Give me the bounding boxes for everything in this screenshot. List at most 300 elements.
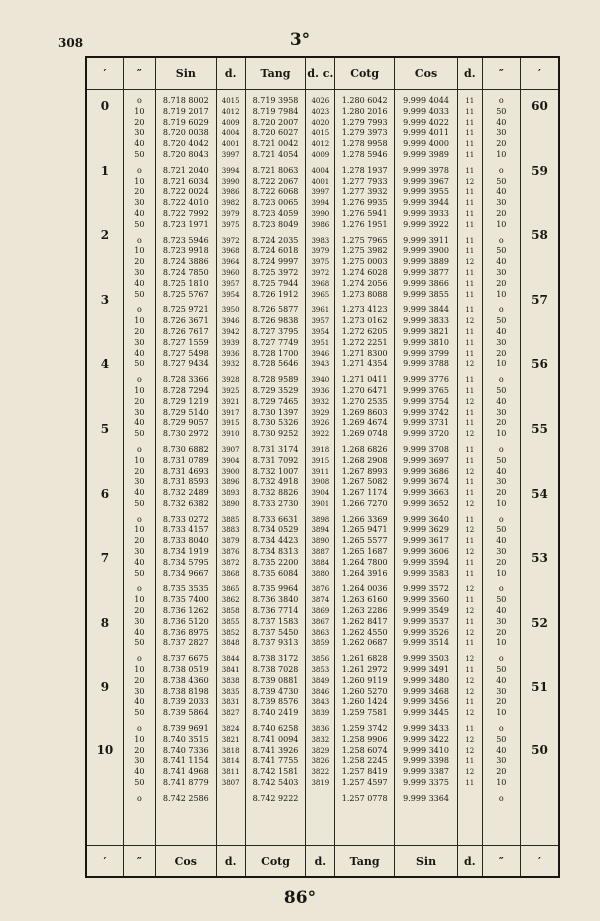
d2-diff-value: 11 (465, 129, 475, 138)
d2-diff-value: 12 (465, 628, 475, 637)
sin-value: 8.729 9057 (162, 418, 209, 428)
dc-diff-value: 3994 (311, 199, 330, 208)
d2-diff-value: 12 (465, 499, 475, 508)
seconds-label: 10 (134, 246, 145, 256)
seconds-label: 40 (496, 396, 507, 406)
cos-value: 9.999 3652 (403, 498, 449, 508)
tang-value: 8.733 2730 (252, 498, 299, 508)
d2-diff-value: 11 (465, 757, 475, 766)
d2-diff-value: 11 (465, 639, 475, 648)
tang-value: 8.737 1583 (252, 616, 299, 626)
cos-value: 9.999 3526 (403, 627, 449, 637)
cotg-value: 1.278 9958 (341, 139, 388, 149)
seconds-label: 40 (134, 557, 145, 567)
dc-diff-value: 3990 (311, 209, 330, 218)
cos-value: 9.999 3674 (403, 477, 449, 487)
seconds-label: 40 (496, 745, 507, 755)
d2-diff-value: 11 (465, 617, 475, 626)
dc-diff-value: 3968 (311, 279, 330, 288)
d2-diff-value: 11 (465, 236, 475, 245)
seconds-label: 40 (134, 208, 145, 218)
column-header-cell: d. (458, 57, 483, 90)
sin-value: 8.738 0519 (162, 665, 209, 675)
dc-diff-value: 3898 (311, 515, 330, 524)
footer-row (86, 846, 559, 878)
cotg-value: 1.271 4354 (341, 359, 388, 369)
d-diff-value: 3942 (221, 327, 240, 336)
seconds-label: 30 (134, 337, 145, 347)
cos-value: 9.999 3866 (403, 278, 449, 288)
tang-value: 8.729 7465 (252, 396, 299, 406)
d2-diff-value: 12 (465, 735, 475, 744)
dc-diff-value: 3997 (311, 188, 330, 197)
seconds-label: 30 (134, 407, 145, 417)
sin-value: 8.722 4010 (162, 198, 209, 208)
cos-value: 9.999 3720 (403, 429, 449, 439)
tang-value: 8.727 3795 (252, 326, 299, 336)
minute-label: 58 (531, 228, 548, 243)
tang-value: 8.723 8049 (252, 219, 299, 229)
dc-diff-value: 3972 (311, 268, 330, 277)
cotg-value: 1.257 0778 (341, 793, 388, 803)
tang-value: 8.731 7092 (252, 455, 299, 465)
tang-value: 8.741 7755 (252, 756, 299, 766)
seconds-label: o (136, 793, 142, 803)
dc-diff-value: 3904 (311, 489, 330, 498)
seconds-label: o (136, 654, 142, 664)
seconds-label: 50 (134, 498, 145, 508)
seconds-label: o (498, 654, 504, 664)
tang-value: 8.729 3529 (252, 385, 299, 395)
column-footer-cell: d. (216, 846, 245, 878)
d-diff-value: 3950 (221, 306, 240, 315)
dc-diff-value: 3829 (311, 746, 330, 755)
d2-diff-value: 12 (465, 467, 475, 476)
dc-diff-value: 3819 (311, 779, 330, 788)
d2-diff-value: 12 (465, 526, 475, 535)
cotg-value: 1.277 7933 (341, 176, 388, 186)
seconds-label: o (136, 235, 142, 245)
minute-label: 52 (531, 615, 548, 630)
sin-value: 8.740 7336 (162, 745, 209, 755)
seconds-label: o (498, 584, 504, 594)
column-footer-cell: Tang (335, 846, 395, 878)
minute-label: 57 (531, 292, 548, 307)
seconds-label: 40 (496, 326, 507, 336)
d-diff-value: 3811 (221, 768, 240, 777)
seconds-label: 20 (496, 418, 507, 428)
seconds-label: 30 (496, 477, 507, 487)
tang-value: 8.724 9997 (252, 257, 299, 267)
d-diff-value: 3979 (221, 209, 240, 218)
cotg-value: 1.273 0162 (341, 316, 388, 326)
d2-diff-value: 11 (465, 220, 475, 229)
sin-value: 8.723 1971 (162, 219, 209, 229)
minute-label: 1 (100, 163, 110, 178)
dc-diff-value: 3890 (311, 537, 330, 546)
seconds-label: 40 (496, 606, 507, 616)
cotg-value: 1.257 4597 (341, 778, 388, 788)
cotg-value: 1.275 7965 (341, 235, 388, 245)
tang-value: 8.724 2035 (252, 235, 299, 245)
seconds-label: 10 (134, 176, 145, 186)
d2-diff-value: 12 (465, 687, 475, 696)
sin-value: 8.741 8779 (162, 778, 209, 788)
minute-label: 59 (531, 163, 548, 178)
sin-value: 8.728 3366 (162, 375, 209, 385)
cotg-value: 1.280 2016 (341, 106, 388, 116)
sin-value: 8.729 5140 (162, 407, 209, 417)
cotg-value: 1.264 3916 (341, 568, 388, 578)
seconds-label: 50 (134, 429, 145, 439)
seconds-label: o (498, 165, 504, 175)
dc-diff-value: 3849 (311, 676, 330, 685)
dc-diff-value: 3940 (311, 376, 330, 385)
cotg-value: 1.270 6471 (341, 385, 388, 395)
d-diff-value: 3954 (221, 290, 240, 299)
d2-diff-value: 12 (465, 585, 475, 594)
tang-value: 8.728 1700 (252, 348, 299, 358)
sin-value: 8.734 1919 (162, 547, 209, 557)
cotg-value: 1.260 5270 (341, 686, 388, 696)
cotg-value: 1.267 1174 (341, 488, 388, 498)
minutes-right-column (521, 90, 559, 846)
seconds-left-column (123, 90, 155, 846)
trig-table (85, 56, 560, 878)
seconds-label: 40 (134, 627, 145, 637)
cos-value: 9.999 3742 (403, 407, 449, 417)
seconds-label: 40 (134, 278, 145, 288)
sin-value: 8.731 8593 (162, 477, 209, 487)
cos-value: 9.999 3594 (403, 557, 449, 567)
column-header-cell: ′ (521, 57, 559, 90)
d2-diff-value: 12 (465, 258, 475, 267)
header-row (86, 57, 559, 90)
cos-value: 9.999 3933 (403, 208, 449, 218)
d-diff-value: 3835 (221, 687, 240, 696)
cotg-value: 1.262 4550 (341, 627, 388, 637)
seconds-label: 50 (496, 595, 507, 605)
d2-diff-value: 12 (465, 430, 475, 439)
dc-diff-value: 3975 (311, 258, 330, 267)
column-footer-cell: ′ (521, 846, 559, 878)
seconds-label: 30 (496, 198, 507, 208)
sin-value: 8.735 7400 (162, 595, 209, 605)
minute-label: 7 (100, 551, 110, 566)
cos-column (395, 90, 458, 846)
sin-value: 8.733 8040 (162, 536, 209, 546)
seconds-label: 50 (134, 149, 145, 159)
sin-value: 8.741 1154 (162, 756, 209, 766)
d2-diff-value: 11 (465, 596, 475, 605)
cotg-value: 1.278 5946 (341, 149, 388, 159)
dc-diff-value: 3986 (311, 220, 330, 229)
seconds-label: 30 (134, 756, 145, 766)
d-diff-value: 3975 (221, 220, 240, 229)
d-diff-value: 3964 (221, 258, 240, 267)
cotg-value: 1.279 3973 (341, 128, 388, 138)
dc-diff-value: 3915 (311, 456, 330, 465)
minute-label: 6 (100, 486, 110, 501)
d-diff-value: 3939 (221, 338, 240, 347)
tang-value: 8.742 5403 (252, 778, 299, 788)
seconds-label: 10 (134, 595, 145, 605)
dc-diff-value: 3843 (311, 698, 330, 707)
cos-value: 9.999 3821 (403, 326, 449, 336)
dc-diff-value: 3826 (311, 757, 330, 766)
seconds-label: 50 (496, 316, 507, 326)
tang-column (245, 90, 306, 846)
cos-value: 9.999 3855 (403, 289, 449, 299)
dc-diff-value: 4004 (311, 166, 330, 175)
dc-diff-value: 3869 (311, 607, 330, 616)
cos-value: 9.999 4011 (403, 128, 449, 138)
d-diff-value: 4001 (221, 140, 240, 149)
tang-value: 8.734 4423 (252, 536, 299, 546)
cos-value: 9.999 3387 (403, 767, 449, 777)
tang-value: 8.737 5450 (252, 627, 299, 637)
tang-value: 8.722 2067 (252, 176, 299, 186)
cos-value: 9.999 3754 (403, 396, 449, 406)
dc-diff-value: 3863 (311, 628, 330, 637)
sin-value: 8.726 7617 (162, 326, 209, 336)
d2-diff-value: 11 (465, 150, 475, 159)
cotg-value: 1.265 1687 (341, 547, 388, 557)
cos-value: 9.999 3911 (403, 235, 449, 245)
cos-value: 9.999 3788 (403, 359, 449, 369)
minute-label: 9 (100, 680, 110, 695)
d2-diff-value: 12 (465, 317, 475, 326)
seconds-label: 30 (134, 686, 145, 696)
dc-diff-value: 3922 (311, 430, 330, 439)
d-diff-value: 3841 (221, 666, 240, 675)
page-header-degree: 3° (289, 30, 311, 50)
d-diff-value: 3865 (221, 585, 240, 594)
d-diff-value: 3960 (221, 268, 240, 277)
sin-value: 8.725 5767 (162, 289, 209, 299)
seconds-label: 50 (496, 665, 507, 675)
dc-diff-value: 3946 (311, 349, 330, 358)
cotg-value: 1.273 4123 (341, 305, 388, 315)
tang-value: 8.720 6027 (252, 128, 299, 138)
tang-value: 8.727 7749 (252, 337, 299, 347)
seconds-label: 30 (134, 616, 145, 626)
seconds-label: 30 (496, 407, 507, 417)
d-diff-value: 3848 (221, 639, 240, 648)
cotg-value: 1.273 8088 (341, 289, 388, 299)
cos-value: 9.999 3364 (403, 793, 449, 803)
seconds-label: o (498, 444, 504, 454)
minute-label: 51 (531, 680, 548, 695)
sin-value: 8.727 9434 (162, 359, 209, 369)
seconds-label: 20 (496, 767, 507, 777)
column-header-cell: ″ (482, 57, 520, 90)
dc-diff-value: 4009 (311, 150, 330, 159)
column-footer-cell: d. (306, 846, 335, 878)
page-number: 308 (58, 36, 84, 50)
tang-value: 8.739 4730 (252, 686, 299, 696)
d-diff-value: 3876 (221, 548, 240, 557)
seconds-label: 10 (496, 498, 507, 508)
minutes-left-column (86, 90, 123, 846)
d-diff-value: 3814 (221, 757, 240, 766)
d2-diff-value: 11 (465, 349, 475, 358)
sin-value: 8.722 7992 (162, 208, 209, 218)
sin-value: 8.730 2972 (162, 429, 209, 439)
cotg-value: 1.266 3369 (341, 514, 388, 524)
d2-diff-value: 11 (465, 569, 475, 578)
dc-diff-value: 4026 (311, 97, 330, 105)
sin-value: 8.731 0789 (162, 455, 209, 465)
d2-diff-value: 11 (465, 537, 475, 546)
seconds-label: 50 (134, 708, 145, 718)
sin-value: 8.731 4693 (162, 466, 209, 476)
cos-value: 9.999 3731 (403, 418, 449, 428)
d2-diff-value: 11 (465, 338, 475, 347)
cos-value: 9.999 3572 (403, 584, 449, 594)
cotg-value: 1.269 4674 (341, 418, 388, 428)
d2-diff-value: 11 (465, 408, 475, 417)
tang-value: 8.730 1397 (252, 407, 299, 417)
tang-value: 8.738 7028 (252, 665, 299, 675)
seconds-label: 20 (496, 208, 507, 218)
seconds-label: 50 (496, 246, 507, 256)
tang-value: 8.734 0529 (252, 525, 299, 535)
d2-diff-value: 11 (465, 290, 475, 299)
seconds-label: 30 (496, 756, 507, 766)
d-diff-value: 3868 (221, 569, 240, 578)
cos-value: 9.999 3955 (403, 187, 449, 197)
seconds-label: 20 (134, 745, 145, 755)
tang-value: 8.741 3926 (252, 745, 299, 755)
seconds-label: 20 (496, 278, 507, 288)
seconds-label: 10 (496, 219, 507, 229)
tang-value: 8.732 4918 (252, 477, 299, 487)
sin-value: 8.739 9691 (162, 724, 209, 734)
seconds-label: 10 (496, 778, 507, 788)
cos-value: 9.999 3877 (403, 267, 449, 277)
seconds-label: o (498, 96, 504, 105)
cotg-value: 1.266 7270 (341, 498, 388, 508)
sin-value: 8.733 0272 (162, 514, 209, 524)
d-diff-value: 3982 (221, 199, 240, 208)
tang-value: 8.725 7944 (252, 278, 299, 288)
sin-value: 8.734 9667 (162, 568, 209, 578)
sin-value: 8.736 8975 (162, 627, 209, 637)
dc-diff-value: 3894 (311, 526, 330, 535)
d-diff-value: 3968 (221, 247, 240, 256)
seconds-label: 40 (134, 488, 145, 498)
cotg-value: 1.261 6828 (341, 654, 388, 664)
d-diff-value: 4009 (221, 118, 240, 127)
tang-value: 8.720 2007 (252, 117, 299, 127)
cos-diff-column (458, 90, 483, 846)
cotg-value: 1.277 3932 (341, 187, 388, 197)
d-diff-value: 3879 (221, 537, 240, 546)
d2-diff-value: 12 (465, 768, 475, 777)
sin-value: 8.735 3535 (162, 584, 209, 594)
cos-value: 9.999 3398 (403, 756, 449, 766)
sin-value: 8.725 1810 (162, 278, 209, 288)
d-diff-value: 3831 (221, 698, 240, 707)
minute-label: 10 (96, 742, 114, 757)
tang-value: 8.719 7984 (252, 106, 299, 116)
d-diff-value: 3986 (221, 188, 240, 197)
d2-diff-value: 11 (465, 386, 475, 395)
dc-diff-value: 3856 (311, 655, 330, 664)
cos-value: 9.999 3583 (403, 568, 449, 578)
sin-value: 8.720 0038 (162, 128, 209, 138)
sin-diff-column (216, 90, 245, 846)
column-header-cell: ″ (123, 57, 155, 90)
d-diff-value: 3824 (221, 725, 240, 734)
cotg-value: 1.276 5941 (341, 208, 388, 218)
dc-diff-value: 3880 (311, 569, 330, 578)
seconds-label: 20 (134, 117, 145, 127)
cotg-value: 1.258 9906 (341, 734, 388, 744)
tang-value: 8.739 8576 (252, 697, 299, 707)
tang-value: 8.726 9838 (252, 316, 299, 326)
seconds-label: 50 (496, 734, 507, 744)
tang-value: 8.734 8313 (252, 547, 299, 557)
cos-value: 9.999 3422 (403, 734, 449, 744)
column-header-cell: Cos (395, 57, 458, 90)
d-diff-value: 3994 (221, 166, 240, 175)
tang-value: 8.740 6258 (252, 724, 299, 734)
dc-diff-value: 3908 (311, 478, 330, 487)
tang-value: 8.733 6631 (252, 514, 299, 524)
cos-value: 9.999 3708 (403, 444, 449, 454)
cos-value: 9.999 3776 (403, 375, 449, 385)
seconds-label: 10 (496, 149, 507, 159)
tang-value: 8.719 3958 (252, 96, 299, 105)
minute-label: 0 (100, 99, 110, 113)
seconds-label: 10 (496, 708, 507, 718)
cotg-value: 1.271 8300 (341, 348, 388, 358)
tang-value: 8.726 1912 (252, 289, 299, 299)
cotg-value: 1.261 2972 (341, 665, 388, 675)
sin-value: 8.728 7294 (162, 385, 209, 395)
d-diff-value: 3925 (221, 386, 240, 395)
d2-diff-value: 12 (465, 676, 475, 685)
sin-value: 8.722 0024 (162, 187, 209, 197)
d-diff-value: 3827 (221, 709, 240, 718)
dc-diff-value: 3876 (311, 585, 330, 594)
tang-value: 8.736 3840 (252, 595, 299, 605)
dc-diff-value: 3867 (311, 617, 330, 626)
d2-diff-value: 11 (465, 666, 475, 675)
d2-diff-value: 11 (465, 247, 475, 256)
cos-value: 9.999 3549 (403, 606, 449, 616)
tang-value: 8.737 9313 (252, 638, 299, 648)
sin-value: 8.734 5795 (162, 557, 209, 567)
seconds-label: o (498, 514, 504, 524)
sin-value: 8.723 9918 (162, 246, 209, 256)
cotg-value: 1.258 2245 (341, 756, 388, 766)
seconds-label: o (498, 235, 504, 245)
dc-diff-value: 4023 (311, 107, 330, 116)
seconds-label: 30 (134, 128, 145, 138)
tang-value: 8.735 6084 (252, 568, 299, 578)
cotg-value: 1.279 7993 (341, 117, 388, 127)
sin-value: 8.736 5120 (162, 616, 209, 626)
dc-diff-value: 3957 (311, 317, 330, 326)
cotg-value: 1.276 1951 (341, 219, 388, 229)
table-body-row (86, 90, 559, 846)
dc-diff-value: 3836 (311, 725, 330, 734)
seconds-label: 10 (134, 455, 145, 465)
column-footer-cell: d. (458, 846, 483, 878)
